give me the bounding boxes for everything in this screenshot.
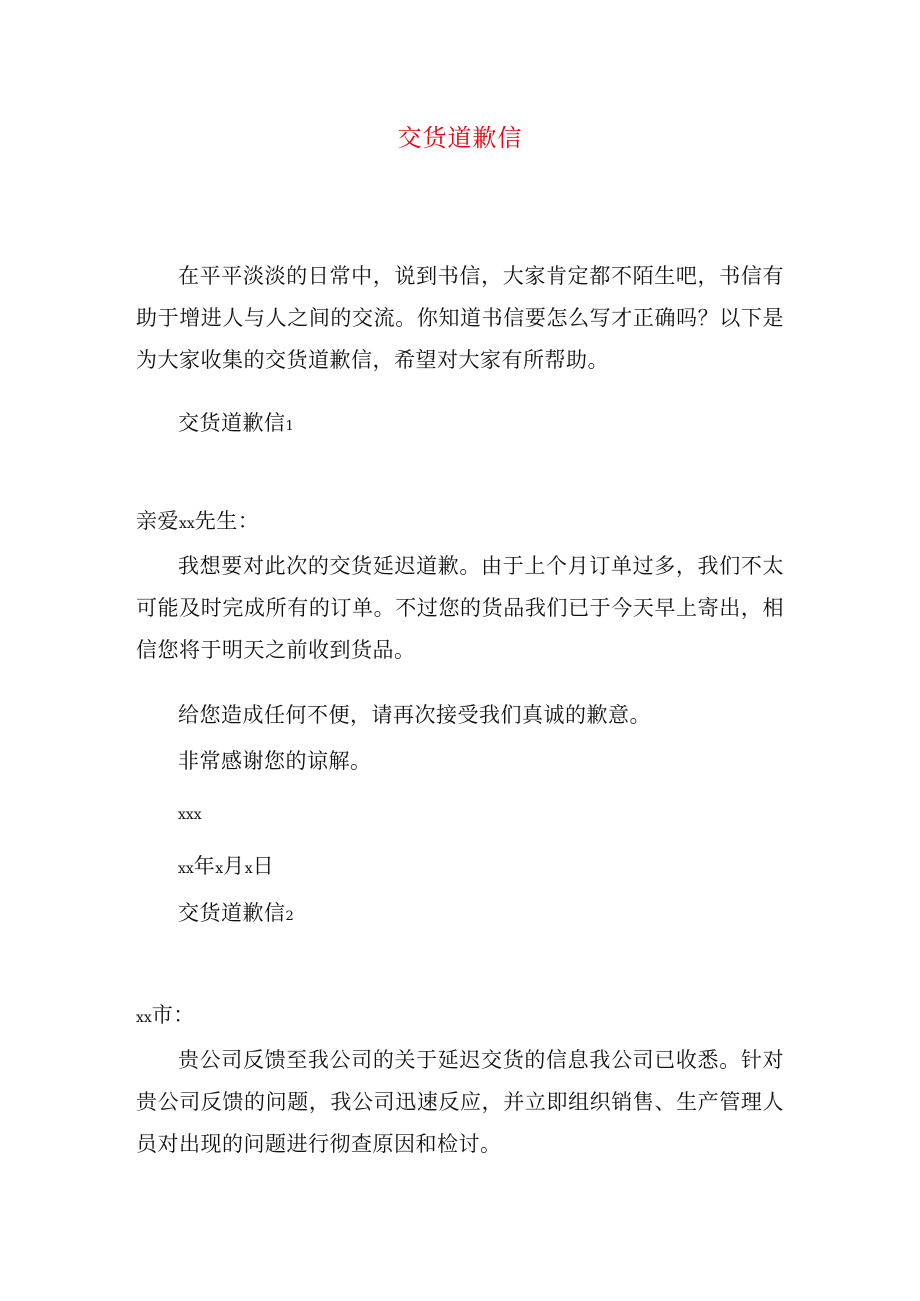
letter1-salutation-suffix: 先生： (194, 509, 260, 533)
letter1-heading-number: 1 (285, 419, 294, 434)
letter2-heading-text: 交货道歉信 (178, 901, 286, 925)
letter1-date-day: x (244, 861, 253, 877)
letter2-heading-number: 2 (285, 909, 294, 924)
letter2-heading (178, 892, 294, 938)
letter1-date-month: x (215, 861, 224, 877)
letter1-date-year: xx (178, 861, 194, 877)
letter1-paragraph-1: 我想要对此次的交货延迟道歉。由于上个月订单过多，我们不太可能及时完成所有的订单。不过您的货品我们已于今天早上寄出，相信您将于明天之前收到货品。 (136, 554, 784, 662)
letter1-date-day-unit: 日 (252, 854, 275, 878)
letter1-signature: xxx (178, 807, 202, 823)
letter1-date (178, 845, 274, 890)
letter1-salutation (136, 500, 259, 545)
letter1-paragraph-2: 给您造成任何不便，请再次接受我们真诚的歉意。 (178, 703, 651, 727)
letter2-salutation-name: xx (136, 1010, 152, 1026)
letter1-heading-text: 交货道歉信 (178, 411, 286, 435)
letter1-salutation-prefix: 亲爱 (136, 509, 179, 533)
document-title: 交货道歉信 (397, 124, 523, 152)
letter2-paragraph-1: 贵公司反馈至我公司的关于延迟交货的信息我公司已收悉。针对贵公司反馈的问题，我公司迅速反应，并立即组织销售、生产管理人员对出现的问题进行彻查原因和检讨。 (136, 1048, 784, 1156)
intro-paragraph: 在平平淡淡的日常中，说到书信，大家肯定都不陌生吧，书信有助于增进人与人之间的交流。你知道书信要怎么写才正确吗？以下是为大家收集的交货道歉信，希望对大家有所帮助。 (136, 264, 784, 372)
letter2-salutation-suffix: 市： (151, 1003, 195, 1027)
letter2-salutation (136, 994, 195, 1039)
letter1-salutation-name: xx (179, 516, 195, 532)
letter1-date-month-unit: 月 (223, 854, 245, 878)
letter1-paragraph-3: 非常感谢您的谅解。 (178, 749, 372, 773)
letter1-date-year-unit: 年 (193, 854, 216, 878)
letter1-heading (178, 402, 294, 448)
